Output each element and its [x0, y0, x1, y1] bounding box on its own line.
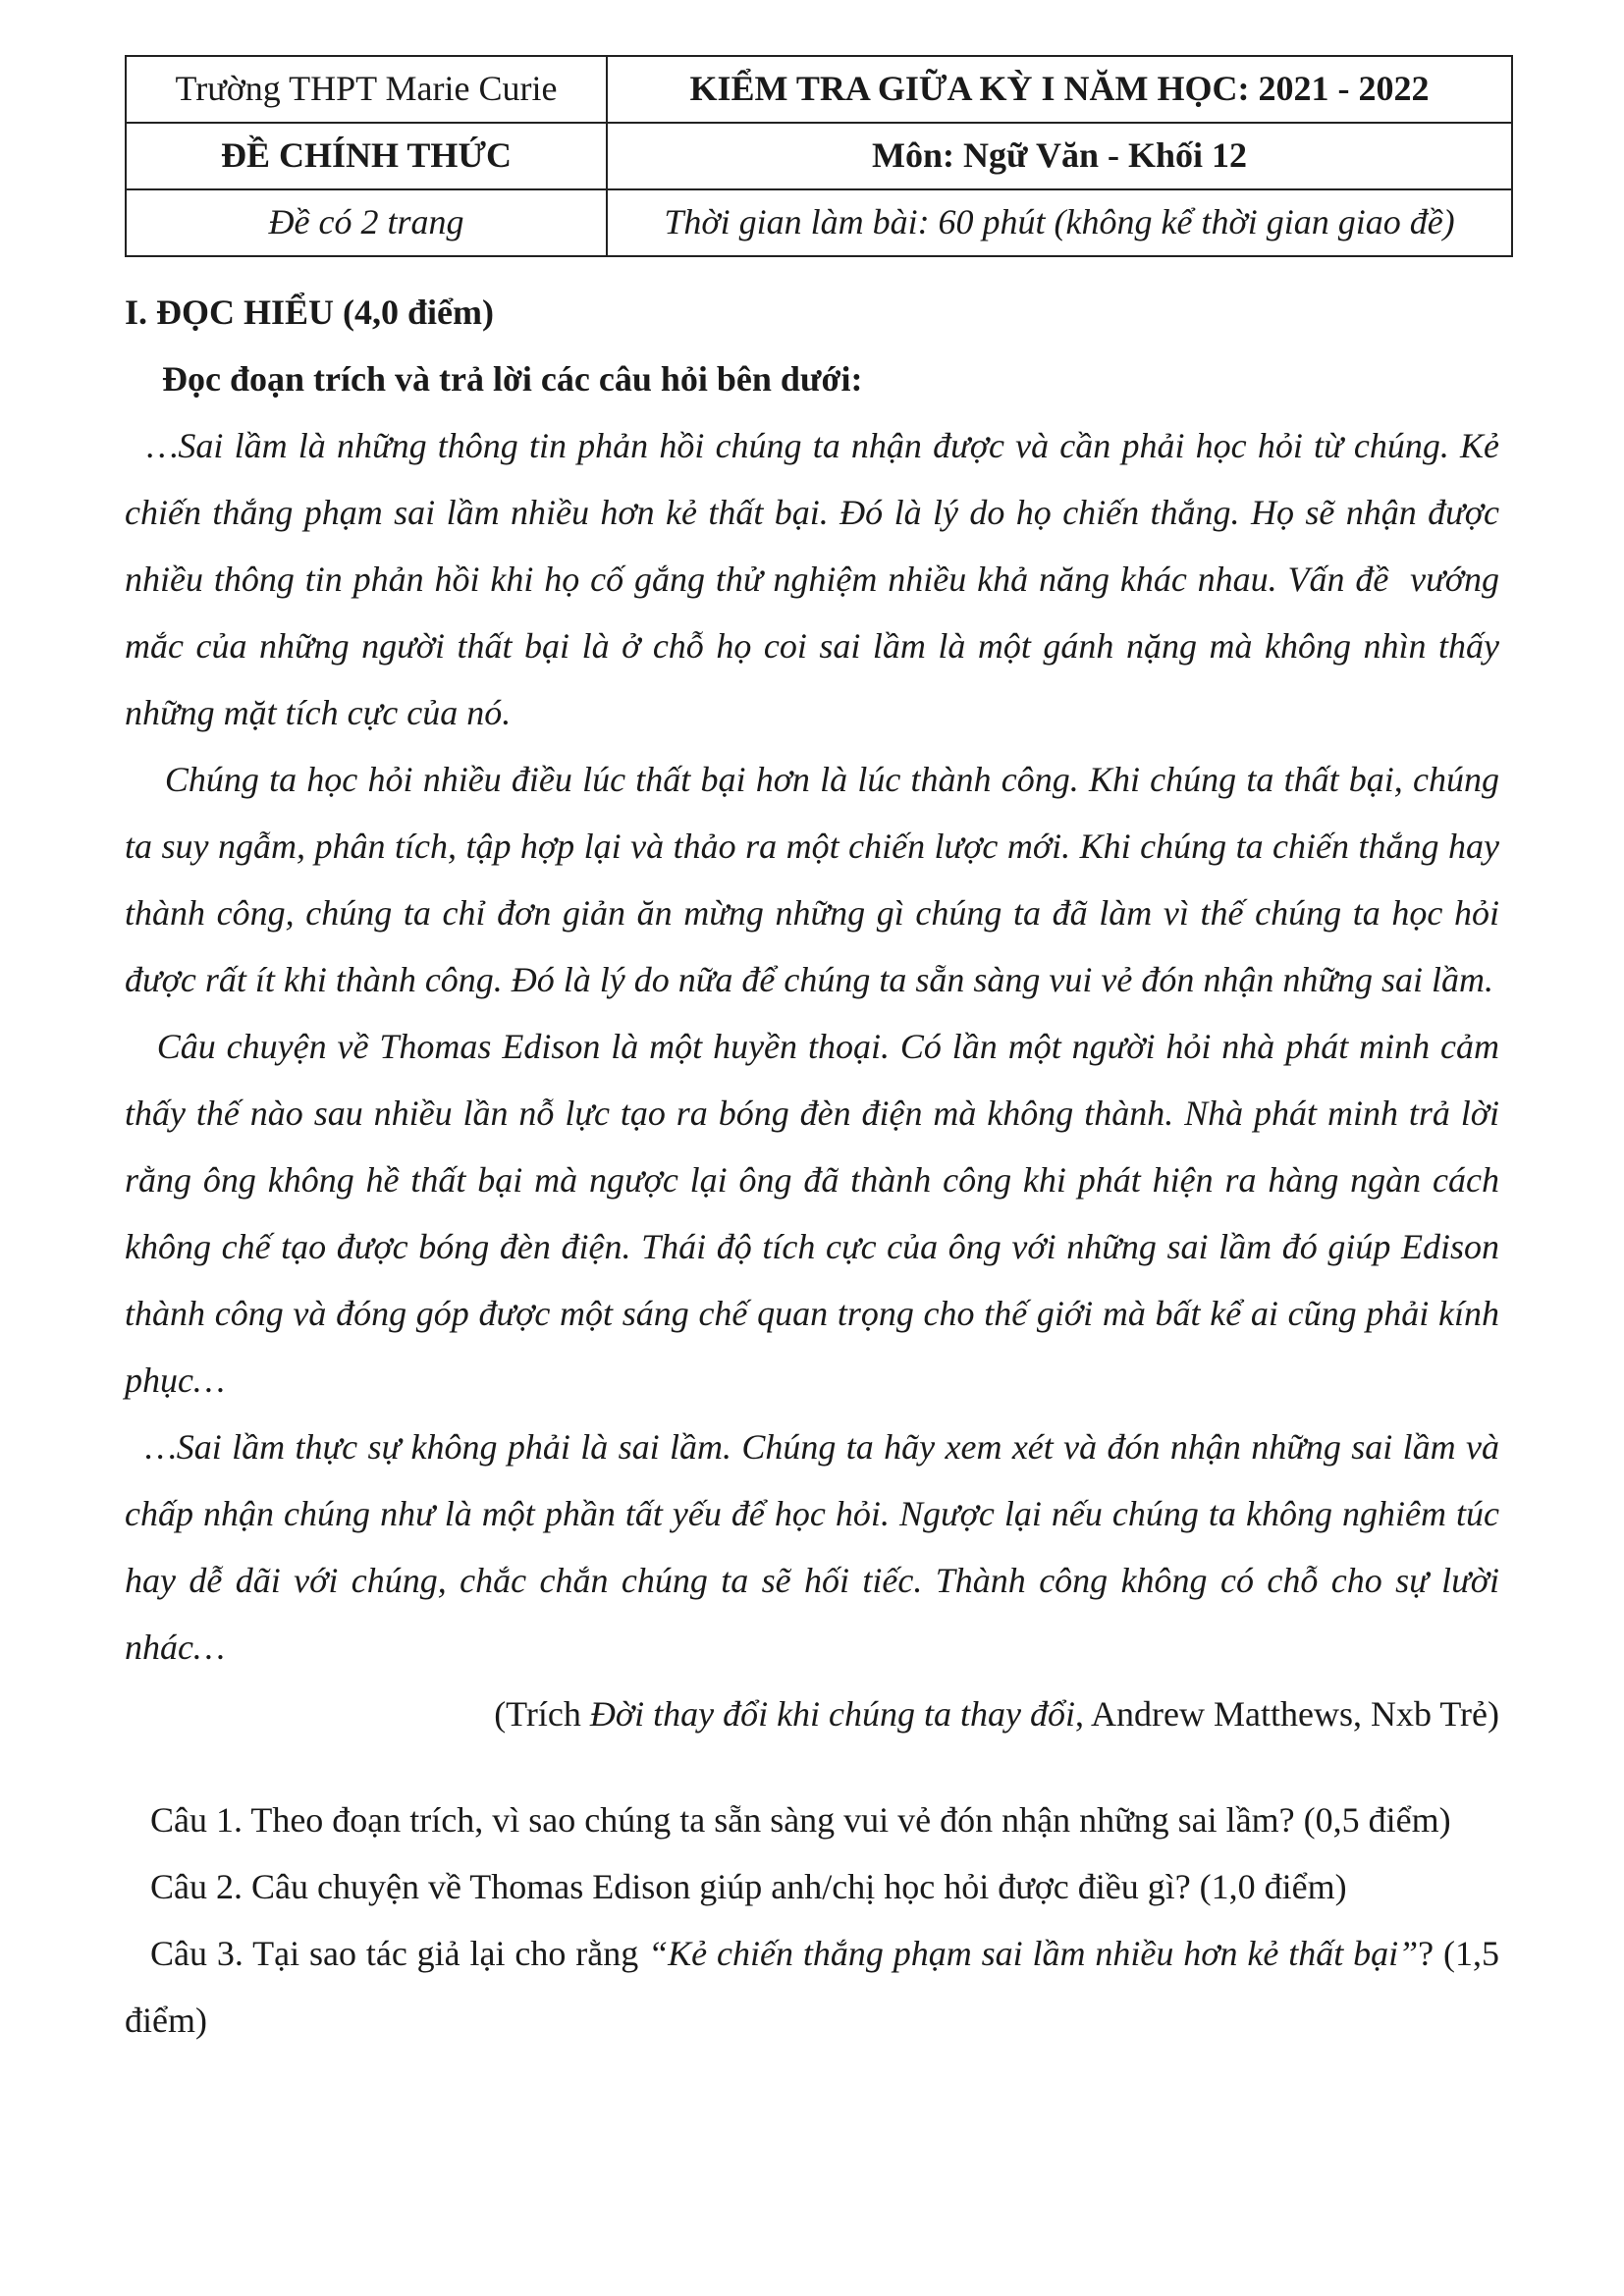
section-instruction: Đọc đoạn trích và trả lời các câu hỏi bên dưới:	[162, 359, 863, 399]
passage-paragraph-1: …Sai lầm là những thông tin phản hồi chúng ta nhận được và cần phải học hỏi từ chúng. Kẻ chiến thắng phạm sai lầm nhiều hơn kẻ thất bại. Đó là lý do họ chiến thắng. Họ sẽ nhận được nhiều thông tin phản hồi khi họ cố gắng thử nghiệm nhiều khả năng khác nhau. Vấn đề vướng mắc của những người thất bại là ở chỗ họ coi sai lầm là một gánh nặng mà không nhìn thấy những mặt tích cực của nó.	[125, 426, 1509, 732]
header-row-2	[126, 123, 1512, 189]
reading-passage	[125, 412, 1509, 1681]
exam-content	[125, 279, 1509, 2054]
passage-paragraph-2: Chúng ta học hỏi nhiều điều lúc thất bại hơn là lúc thành công. Khi chúng ta thất bại, chúng ta suy ngẫm, phân tích, tập hợp lại và thảo ra một chiến lược mới. Khi chúng ta chiến thắng hay thành công, chúng ta chỉ đơn giản ăn mừng những gì chúng ta đã làm vì thế chúng ta học hỏi được rất ít khi thành công. Đó là lý do nữa để chúng ta sẵn sàng vui vẻ đón nhận những sai lầm.	[125, 760, 1508, 999]
exam-header-table	[125, 55, 1513, 257]
official-label: ĐỀ CHÍNH THỨC	[126, 123, 607, 189]
source-suffix: , Andrew Matthews, Nxb Trẻ)	[1075, 1694, 1499, 1734]
subject-label: Môn: Ngữ Văn - Khối 12	[607, 123, 1512, 189]
passage-paragraph-3: Câu chuyện về Thomas Edison là một huyền thoại. Có lần một người hỏi nhà phát minh cảm thấy thế nào sau nhiều lần nỗ lực tạo ra bóng đèn điện mà không thành. Nhà phát minh trả lời rằng ông không hề thất bại mà ngược lại ông đã thành công khi phát hiện ra hàng ngàn cách không chế tạo được bóng đèn điện. Thái độ tích cực của ông với những sai lầm đó giúp Edison thành công và đóng góp được một sáng chế quan trọng cho thế giới mà bất kể ai cũng phải kính phục…	[125, 1027, 1509, 1400]
passage-source	[125, 1681, 1499, 1747]
school-name: Trường THPT Marie Curie	[126, 56, 607, 123]
question-3-quote: “Kẻ chiến thắng phạm sai lầm nhiều hơn kẻ thất bại”	[648, 1934, 1419, 1973]
header-row-3	[126, 189, 1512, 256]
passage-paragraph-4: …Sai lầm thực sự không phải là sai lầm. Chúng ta hãy xem xét và đón nhận những sai lầm và chấp nhận chúng như là một phần tất yếu để học hỏi. Ngược lại nếu chúng ta không nghiêm túc hay dễ dãi với chúng, chắc chắn chúng ta sẽ hối tiếc. Thành công không có chỗ cho sự lười nhác…	[125, 1427, 1508, 1667]
source-prefix: (Trích	[494, 1694, 590, 1734]
question-3	[125, 1920, 1499, 2054]
source-book-title: Đời thay đổi khi chúng ta thay đổi	[589, 1694, 1076, 1734]
question-3-points: ? (1,5 điểm)	[125, 1934, 1500, 2040]
question-2: Câu 2. Câu chuyện về Thomas Edison giúp anh/chị học hỏi được điều gì? (1,0 điểm)	[150, 1867, 1347, 1906]
time-limit: Thời gian làm bài: 60 phút (không kể thời gian giao đề)	[607, 189, 1512, 256]
exam-title: KIỂM TRA GIỮA KỲ I NĂM HỌC: 2021 - 2022	[607, 56, 1512, 123]
question-list	[125, 1787, 1499, 2054]
page-count: Đề có 2 trang	[126, 189, 607, 256]
header-row-1	[126, 56, 1512, 123]
question-1: Câu 1. Theo đoạn trích, vì sao chúng ta sẵn sàng vui vẻ đón nhận những sai lầm? (0,5 điểm)	[150, 1800, 1451, 1840]
section-title: I. ĐỌC HIỂU (4,0 điểm)	[125, 293, 494, 332]
question-3-text: Câu 3. Tại sao tác giả lại cho rằng	[150, 1934, 649, 1973]
